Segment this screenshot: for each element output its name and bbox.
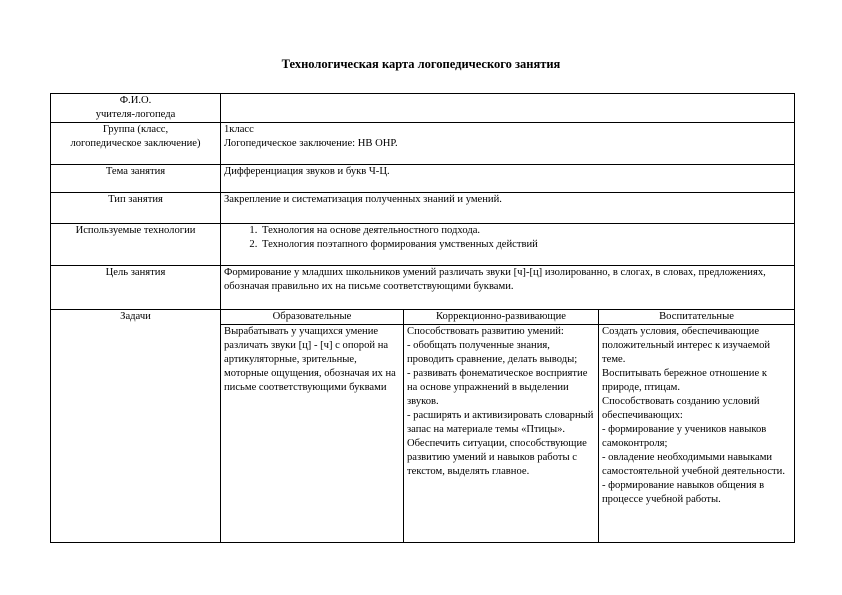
topic-value: Дифференциация звуков и букв Ч-Ц. — [221, 165, 795, 193]
task-line: - формирование навыков общения в процессе учебной работы. — [602, 480, 765, 505]
topic-label: Тема занятия — [51, 165, 221, 193]
task-line: Обеспечить ситуации, способствующие развитию умений и навыков работы с текстом, выделять главное. — [407, 438, 587, 477]
technologies-label: Используемые технологии — [51, 224, 221, 266]
group-label: Группа (класс, логопедическое заключение) — [51, 123, 221, 165]
task-line: - обобщать полученные знания, проводить сравнение, делать выводы; — [407, 340, 578, 365]
row-fio — [51, 94, 795, 123]
row-group — [51, 123, 795, 165]
upbringing-tasks — [599, 325, 795, 543]
row-technologies — [51, 224, 795, 266]
technology-item: 1. Технология на основе деятельностного подхода. — [260, 224, 791, 238]
task-line: Способствовать созданию условий обеспечивающих: — [602, 396, 760, 421]
type-value: Закрепление и систематизация полученных знаний и умений. — [221, 193, 795, 224]
educational-header: Образовательные — [221, 310, 404, 325]
row-type — [51, 193, 795, 224]
document-title: Технологическая карта логопедического занятия — [281, 57, 561, 71]
educational-tasks: Вырабатывать у учащихся умение различать звуки [ц] - [ч] с опорой на артикуляторные, зрительные, моторные ощущения, обозначая их на письме соответствующими буквами — [221, 325, 404, 543]
task-line: - расширять и активизировать словарный запас на материале темы «Птицы». — [407, 410, 594, 435]
upbringing-header: Воспитательные — [599, 310, 795, 325]
correctional-header: Коррекционно-развивающие — [404, 310, 599, 325]
technologies-value — [221, 224, 795, 266]
row-tasks-header — [51, 310, 795, 325]
task-line: - овладение необходимыми навыками самостоятельной учебной деятельности. — [602, 452, 785, 477]
tasks-label: Задачи — [51, 310, 221, 543]
row-goal — [51, 266, 795, 310]
technology-item: 2. Технология поэтапного формирования умственных действий — [260, 238, 791, 252]
task-line: Способствовать развитию умений: — [407, 326, 564, 337]
technologies-list — [224, 224, 791, 252]
fio-label: Ф.И.О. учителя-логопеда — [51, 94, 221, 123]
fio-value — [221, 94, 795, 123]
group-value: 1класс Логопедическое заключение: НВ ОНР. — [221, 123, 795, 165]
task-line: - развивать фонематическое восприятие на основе упражнений в выделении звуков. — [407, 368, 588, 407]
task-line: Создать условия, обеспечивающие положительный интерес к изучаемой теме. — [602, 326, 771, 365]
correctional-tasks — [404, 325, 599, 543]
technology-map-table — [50, 93, 795, 543]
row-topic — [51, 165, 795, 193]
goal-value: Формирование у младших школьников умений различать звуки [ч]-[ц] изолированно, в слогах, в словах, предложениях, обозначая правильно их на письме соответствующими буквами. — [221, 266, 795, 310]
task-line: Воспитывать бережное отношение к природе, птицам. — [602, 368, 767, 393]
type-label: Тип занятия — [51, 193, 221, 224]
goal-label: Цель занятия — [51, 266, 221, 310]
task-line: - формирование у учеников навыков самоконтроля; — [602, 424, 767, 449]
